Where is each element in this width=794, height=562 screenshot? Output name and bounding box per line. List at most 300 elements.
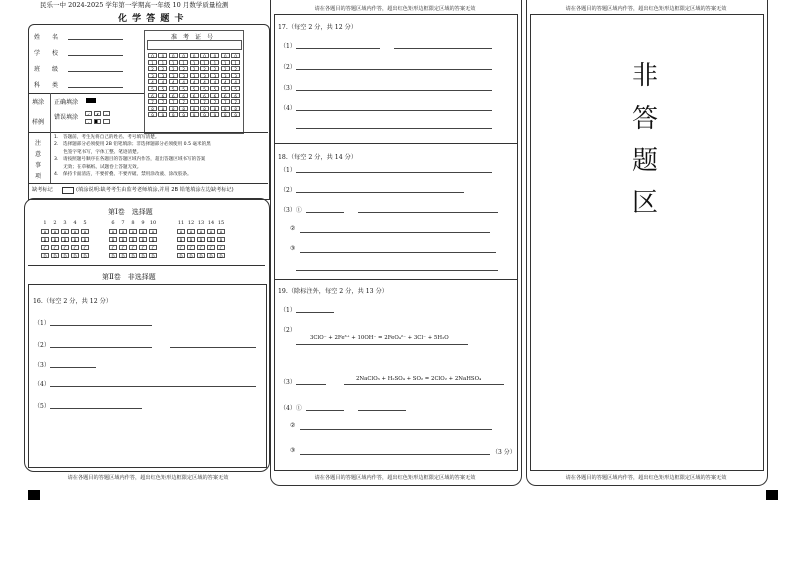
notice-middle-top: 请在各题目的答题区域内作答，超出红色矩形边框限定区域的答案无效	[314, 6, 476, 12]
q17-answer-3[interactable]	[296, 90, 492, 91]
mc-option-bubble[interactable]: C	[197, 245, 205, 250]
question-number: 11	[177, 220, 185, 227]
q16-item-2: （2）	[34, 342, 50, 349]
q18-answer-5b[interactable]	[296, 270, 498, 271]
mc-option-bubble[interactable]: D	[61, 253, 69, 258]
mc-option-bubble[interactable]: D	[149, 253, 157, 258]
middle-inner-box	[274, 14, 518, 471]
exam-digit-bubble[interactable]: 2	[200, 66, 209, 71]
exam-digit-bubble[interactable]: 0	[221, 53, 230, 58]
exam-digit-bubble[interactable]: 1	[231, 60, 240, 65]
exam-digit-bubble[interactable]: 8	[210, 106, 219, 111]
notes-label-4: 项	[35, 173, 42, 180]
wrong-sample-cross: ✗	[95, 112, 100, 117]
exam-digit-bubble[interactable]: 9	[231, 112, 240, 117]
q19-answer-2[interactable]	[296, 344, 468, 345]
mc-option-bubble[interactable]: C	[207, 245, 215, 250]
mc-option-bubble[interactable]: A	[149, 229, 157, 234]
mc-number-row	[176, 219, 226, 227]
exam-digit-bubble[interactable]: 5	[221, 86, 230, 91]
exam-digit-bubble[interactable]: 3	[210, 73, 219, 78]
notes-label-1: 注	[35, 140, 42, 147]
exam-digit-bubble[interactable]: 0	[148, 53, 157, 58]
exam-digit-bubble[interactable]: 5	[179, 86, 188, 91]
exam-digit-bubble[interactable]: 7	[200, 99, 209, 104]
mc-option-bubble[interactable]: D	[41, 253, 49, 258]
divider	[28, 93, 144, 94]
exam-digit-bubble[interactable]: 3	[169, 73, 178, 78]
exam-digit-bubble[interactable]: 1	[169, 60, 178, 65]
exam-digit-bubble[interactable]: 6	[210, 93, 219, 98]
mc-option-bubble[interactable]: B	[109, 237, 117, 242]
exam-digit-bubble[interactable]: 6	[231, 93, 240, 98]
exam-digit-bubble[interactable]: 3	[158, 73, 167, 78]
q18-answer-3a[interactable]	[306, 212, 344, 213]
q16-box	[28, 284, 267, 468]
mc-option-bubble[interactable]: A	[109, 229, 117, 234]
question-number: 9	[141, 220, 145, 227]
question-number: 12	[187, 220, 195, 227]
q18-item-3: （3）①	[280, 207, 302, 214]
q19-answer-4b[interactable]	[358, 410, 406, 411]
mc-option-row	[176, 227, 226, 235]
exam-digit-bubble[interactable]: 1	[200, 60, 209, 65]
exam-digit-bubble[interactable]: 4	[169, 79, 178, 84]
exam-digit-bubble[interactable]: 4	[210, 79, 219, 84]
note-item: 色签字笔书写，字体工整、笔迹清楚。	[54, 149, 142, 155]
exam-digit-bubble[interactable]: 0	[179, 53, 188, 58]
mc-option-bubble[interactable]: C	[217, 245, 225, 250]
notice-right-bottom: 请在各题目的答题区域内作答，超出红色矩形边框限定区域的答案无效	[565, 475, 727, 481]
q18-item-1: （1）	[280, 167, 296, 174]
mc-option-bubble[interactable]: D	[217, 253, 225, 258]
q18-item-4: ②	[290, 225, 296, 232]
question-number: 4	[73, 220, 77, 227]
q17-answer-2[interactable]	[296, 69, 492, 70]
q16-item-4: （4）	[34, 381, 50, 388]
mc-option-bubble[interactable]: A	[139, 229, 147, 234]
mc-option-bubble[interactable]: B	[139, 237, 147, 242]
exam-digit-bubble[interactable]: 5	[190, 86, 199, 91]
exam-digit-bubble[interactable]: 2	[148, 66, 157, 71]
mc-option-bubble[interactable]: D	[119, 253, 127, 258]
mc-option-bubble[interactable]: D	[207, 253, 215, 258]
mc-option-bubble[interactable]: C	[61, 245, 69, 250]
mc-option-bubble[interactable]: C	[51, 245, 59, 250]
category-field-label: 科 类	[34, 82, 59, 89]
divider	[274, 143, 518, 144]
mc-option-bubble[interactable]: C	[139, 245, 147, 250]
q16-answer-3[interactable]	[50, 367, 96, 368]
wrong-fill-samples	[84, 111, 111, 118]
exam-digit-bubble[interactable]: 5	[169, 86, 178, 91]
note-item: 1. 答题前，考生先将自己的姓名、考号填写清楚。	[54, 135, 160, 140]
exam-digit-bubble[interactable]: 2	[231, 66, 240, 71]
exam-digit-bubble[interactable]: 8	[179, 106, 188, 111]
mc-group	[176, 219, 226, 260]
fill-example-label: 填涂	[32, 99, 45, 106]
mc-option-bubble[interactable]: A	[71, 229, 79, 234]
mc-option-row	[108, 235, 158, 243]
mc-number-row	[108, 219, 158, 227]
q18-answer-2[interactable]	[296, 192, 464, 193]
exam-digit-bubble[interactable]: 0	[158, 53, 167, 58]
question-number: 14	[207, 220, 215, 227]
mc-option-bubble[interactable]: C	[41, 245, 49, 250]
exam-digit-bubble[interactable]: 8	[221, 106, 230, 111]
name-field-label: 姓 名	[34, 34, 59, 41]
mc-option-bubble[interactable]: A	[51, 229, 59, 234]
note-item: 3. 请按照题号顺序在各题目的答题区域内作答，超出答题区域书写的答案	[54, 157, 206, 163]
exam-digit-bubble[interactable]: 6	[190, 93, 199, 98]
category-field[interactable]	[68, 87, 123, 88]
exam-digit-bubble[interactable]: 6	[148, 93, 157, 98]
mc-option-bubble[interactable]: A	[217, 229, 225, 234]
mc-option-row	[40, 227, 90, 235]
mc-option-bubble[interactable]: A	[197, 229, 205, 234]
mc-option-bubble[interactable]: B	[207, 237, 215, 242]
wrong-sample-dot: ·	[85, 119, 92, 124]
mc-number-row	[40, 219, 90, 227]
non-answer-char-1: 非	[632, 61, 659, 91]
mc-option-bubble[interactable]: A	[81, 229, 89, 234]
mc-group	[40, 219, 90, 260]
mc-option-bubble[interactable]: D	[139, 253, 147, 258]
exam-digit-bubble[interactable]: 7	[210, 99, 219, 104]
mc-option-bubble[interactable]: B	[41, 237, 49, 242]
question-number: 15	[217, 220, 225, 227]
question-number: 6	[111, 220, 115, 227]
q19-item-5: ②	[290, 422, 296, 429]
exam-digit-bubble[interactable]: 6	[158, 93, 167, 98]
exam-digit-bubble[interactable]: 2	[221, 66, 230, 71]
exam-digit-bubble[interactable]: 4	[158, 79, 167, 84]
q19-equation-2: 2NaClO₃ + H₂SO₄ + SO₂ = 2ClO₂ + 2NaHSO₄	[356, 376, 482, 382]
mc-option-bubble[interactable]: B	[81, 237, 89, 242]
question-number: 13	[197, 220, 205, 227]
q19-item-3: （3）	[280, 379, 296, 386]
exam-digit-bubble[interactable]: 3	[221, 73, 230, 78]
exam-number-box	[144, 30, 244, 134]
mc-option-bubble[interactable]: A	[61, 229, 69, 234]
exam-digit-bubble[interactable]: 7	[148, 99, 157, 104]
class-field-label: 班 级	[34, 66, 59, 73]
q17-answer-1b[interactable]	[394, 48, 492, 49]
exam-digit-bubble[interactable]: 7	[169, 99, 178, 104]
exam-digit-bubble[interactable]: 8	[148, 106, 157, 111]
mc-option-row	[176, 252, 226, 260]
q18-answer-4[interactable]	[300, 232, 490, 233]
q17-answer-4b[interactable]	[296, 128, 492, 129]
mc-option-bubble[interactable]: B	[177, 237, 185, 242]
exam-digit-bubble[interactable]: 7	[179, 99, 188, 104]
fill-example-label-2: 样例	[32, 119, 45, 126]
notes-list	[54, 134, 211, 178]
wrong-sample-check: ✓	[86, 112, 91, 117]
exam-digit-bubble[interactable]: 9	[221, 112, 230, 117]
mc-group	[108, 219, 158, 260]
part2-title: 第Ⅱ卷 非选择题	[102, 273, 156, 281]
q19-item-1: （1）	[280, 307, 296, 314]
mc-option-row	[108, 227, 158, 235]
mc-option-bubble[interactable]: C	[109, 245, 117, 250]
wrong-fill-samples-2	[84, 119, 111, 126]
mc-option-bubble[interactable]: B	[217, 237, 225, 242]
q17-item-2: （2）	[280, 64, 296, 71]
exam-digit-bubble[interactable]: 1	[179, 60, 188, 65]
divider	[28, 132, 268, 133]
mc-option-row	[40, 235, 90, 243]
wrong-fill-label: 错误填涂	[54, 114, 79, 121]
mc-option-bubble[interactable]: C	[119, 245, 127, 250]
q17-item-3: （3）	[280, 85, 296, 92]
q16-answer-2a[interactable]	[50, 347, 152, 348]
class-field[interactable]	[68, 71, 123, 72]
exam-digit-bubble[interactable]: 4	[148, 79, 157, 84]
q19-answer-5[interactable]	[300, 429, 492, 430]
notes-label-col	[28, 132, 51, 183]
school-line: 民乐一中 2024-2025 学年第一学期高一年级 10 月数学质量检测	[40, 1, 229, 9]
absent-note: (填涂说明:缺考考生由监考老师填涂,并用 2B 铅笔填涂左边缺考标记)	[76, 187, 234, 193]
exam-digit-bubble[interactable]: 2	[190, 66, 199, 71]
mc-option-row	[176, 235, 226, 243]
q18-answer-3b[interactable]	[358, 212, 498, 213]
exam-digit-bubble[interactable]: 8	[190, 106, 199, 111]
mc-option-bubble[interactable]: D	[177, 253, 185, 258]
mc-option-bubble[interactable]: D	[129, 253, 137, 258]
exam-digit-bubble[interactable]: 9	[200, 112, 209, 117]
exam-digit-bubble[interactable]: 7	[190, 99, 199, 104]
mc-option-bubble[interactable]: D	[81, 253, 89, 258]
exam-digit-bubble[interactable]: 3	[190, 73, 199, 78]
exam-digit-bubble[interactable]: 6	[200, 93, 209, 98]
question-number: 1	[43, 220, 47, 227]
mc-option-bubble[interactable]: B	[129, 237, 137, 242]
exam-digit-bubble[interactable]: 5	[158, 86, 167, 91]
q19-answer-6[interactable]	[300, 454, 490, 455]
question-number: 3	[63, 220, 67, 227]
school-field-label: 学 校	[34, 50, 59, 57]
mc-option-bubble[interactable]: B	[187, 237, 195, 242]
exam-digit-bubble[interactable]: 8	[158, 106, 167, 111]
question-number: 7	[121, 220, 125, 227]
exam-digit-bubble[interactable]: 5	[200, 86, 209, 91]
non-answer-char-3: 题	[632, 146, 659, 176]
exam-digit-bubble[interactable]: 4	[231, 79, 240, 84]
mc-option-bubble[interactable]: B	[197, 237, 205, 242]
note-item: 2. 选择题部分必须使用 2B 铅笔填涂；非选择题部分必须使用 0.5 毫米的黑	[54, 142, 211, 148]
registration-mark-right	[766, 490, 778, 500]
exam-digit-bubble[interactable]: 7	[221, 99, 230, 104]
absent-checkbox[interactable]	[62, 187, 74, 194]
wrong-sample-dash: –	[103, 111, 110, 116]
wrong-sample-half	[94, 119, 101, 124]
exam-digit-bubble[interactable]: 8	[169, 106, 178, 111]
mc-option-bubble[interactable]: B	[71, 237, 79, 242]
q18-item-2: （2）	[280, 187, 296, 194]
question-number: 10	[149, 220, 157, 227]
school-field[interactable]	[68, 55, 123, 56]
q16-answer-1[interactable]	[50, 325, 152, 326]
mc-option-row	[108, 244, 158, 252]
mc-option-bubble[interactable]: A	[129, 229, 137, 234]
mc-option-bubble[interactable]: D	[71, 253, 79, 258]
q19-answer-4a[interactable]	[306, 410, 344, 411]
note-item: 无效；在草稿纸、试题卷上答题无效。	[54, 164, 142, 170]
mc-option-bubble[interactable]: D	[197, 253, 205, 258]
exam-digit-bubble[interactable]: 6	[221, 93, 230, 98]
mc-option-bubble[interactable]: C	[71, 245, 79, 250]
part1-title: 第Ⅰ卷 选择题	[108, 208, 153, 216]
exam-digit-bubble[interactable]: 9	[210, 112, 219, 117]
exam-digit-bubble[interactable]: 9	[148, 112, 157, 117]
fill-example-divider	[50, 93, 51, 132]
exam-digit-bubble[interactable]: 5	[210, 86, 219, 91]
exam-digit-bubble[interactable]: 3	[179, 73, 188, 78]
q19-title: 19.（除标注外，每空 2 分，共 13 分）	[278, 288, 388, 295]
registration-mark-left	[28, 490, 40, 500]
mc-option-bubble[interactable]: C	[177, 245, 185, 250]
exam-digit-bubble[interactable]: 0	[200, 53, 209, 58]
non-answer-char-2: 答	[632, 104, 659, 134]
exam-digit-bubble[interactable]: 0	[169, 53, 178, 58]
exam-digit-bubble[interactable]: 1	[190, 60, 199, 65]
exam-digit-column	[231, 53, 243, 119]
mc-option-bubble[interactable]: B	[61, 237, 69, 242]
exam-digit-bubble[interactable]: 9	[179, 112, 188, 117]
mc-option-bubble[interactable]: D	[51, 253, 59, 258]
notice-left: 请在各题目的答题区域内作答，超出红色矩形边框限定区域的答案无效	[67, 475, 229, 481]
card-title: 化 学 答 题 卡	[118, 14, 185, 24]
exam-digit-bubble[interactable]: 7	[158, 99, 167, 104]
mc-option-bubble[interactable]: A	[119, 229, 127, 234]
q16-item-5: （5）	[34, 403, 50, 410]
q16-item-3: （3）	[34, 362, 50, 369]
exam-digit-bubble[interactable]: 2	[210, 66, 219, 71]
exam-digit-bubble[interactable]: 8	[200, 106, 209, 111]
q17-title: 17.（每空 2 分，共 12 分）	[278, 24, 358, 31]
exam-digit-bubble[interactable]: 3	[148, 73, 157, 78]
mc-option-row	[108, 252, 158, 260]
mc-option-bubble[interactable]: A	[41, 229, 49, 234]
q19-answer-3b[interactable]	[344, 384, 504, 385]
exam-digit-bubble[interactable]: 6	[179, 93, 188, 98]
mc-option-row	[176, 244, 226, 252]
mc-option-bubble[interactable]: B	[51, 237, 59, 242]
q16-answer-2b[interactable]	[170, 347, 256, 348]
mc-option-bubble[interactable]: C	[81, 245, 89, 250]
q17-answer-4a[interactable]	[296, 110, 492, 111]
divider	[274, 279, 518, 280]
question-number: 8	[131, 220, 135, 227]
exam-digit-bubble[interactable]: 4	[221, 79, 230, 84]
name-field[interactable]	[68, 39, 123, 40]
q19-equation-1: 3ClO⁻ + 2Fe³⁺ + 10OH⁻ = 2FeO₄²⁻ + 3Cl⁻ + 5H₂O	[310, 335, 449, 341]
q19-item-4: （4）①	[280, 405, 302, 412]
mc-option-row	[40, 244, 90, 252]
notice-middle-bottom: 请在各题目的答题区域内作答，超出红色矩形边框限定区域的答案无效	[314, 475, 476, 481]
exam-digit-bubble[interactable]: 0	[190, 53, 199, 58]
q16-answer-5[interactable]	[50, 408, 142, 409]
non-answer-char-4: 区	[632, 188, 659, 218]
exam-digit-bubble[interactable]: 8	[231, 106, 240, 111]
exam-number-label: 准 考 证 号	[171, 34, 214, 41]
exam-digit-bubble[interactable]: 0	[231, 53, 240, 58]
q17-item-1: （1）	[280, 43, 296, 50]
q18-answer-5a[interactable]	[300, 252, 496, 253]
correct-fill-label: 正确填涂	[54, 99, 79, 106]
mc-option-bubble[interactable]: B	[149, 237, 157, 242]
divider	[28, 183, 268, 184]
exam-digit-bubble[interactable]: 4	[179, 79, 188, 84]
mc-option-bubble[interactable]: A	[207, 229, 215, 234]
exam-digit-bubble[interactable]: 1	[221, 60, 230, 65]
exam-digit-bubble[interactable]: 2	[179, 66, 188, 71]
mc-option-bubble[interactable]: D	[109, 253, 117, 258]
mc-option-row	[40, 252, 90, 260]
exam-digit-bubble[interactable]: 2	[158, 66, 167, 71]
exam-digit-bubble[interactable]: 9	[169, 112, 178, 117]
exam-digit-bubble[interactable]: 3	[200, 73, 209, 78]
mc-option-bubble[interactable]: A	[187, 229, 195, 234]
q17-answer-1a[interactable]	[296, 48, 380, 49]
exam-digit-bubble[interactable]: 9	[190, 112, 199, 117]
divider	[28, 265, 265, 266]
exam-digit-bubble[interactable]: 0	[210, 53, 219, 58]
exam-digit-bubble[interactable]: 2	[169, 66, 178, 71]
exam-digit-bubble[interactable]: 4	[190, 79, 199, 84]
exam-digit-bubble[interactable]: 1	[148, 60, 157, 65]
notes-label-2: 意	[35, 151, 42, 158]
mc-option-bubble[interactable]: D	[187, 253, 195, 258]
correct-fill-sample	[86, 98, 96, 103]
exam-digit-bubble[interactable]: 9	[158, 112, 167, 117]
question-number: 5	[83, 220, 87, 227]
q17-item-4: （4）	[280, 105, 296, 112]
exam-digit-bubble[interactable]: 4	[200, 79, 209, 84]
q18-title: 18.（每空 2 分，共 14 分）	[278, 154, 358, 161]
notice-right-top: 请在各题目的答题区域内作答，超出红色矩形边框限定区域的答案无效	[565, 6, 727, 12]
exam-digit-bubble[interactable]: 5	[148, 86, 157, 91]
question-number: 2	[53, 220, 57, 227]
exam-digit-bubble[interactable]: 1	[158, 60, 167, 65]
q19-item-6: ③	[290, 447, 296, 454]
q19-item-2: （2）	[280, 327, 296, 334]
mc-option-bubble[interactable]: C	[149, 245, 157, 250]
absent-label: 缺考标记	[32, 187, 53, 193]
q18-answer-1[interactable]	[296, 172, 492, 173]
notes-label-3: 事	[35, 162, 42, 169]
exam-digit-bubble[interactable]: 6	[169, 93, 178, 98]
wrong-sample-empty	[103, 119, 110, 124]
exam-number-write-row[interactable]	[147, 40, 242, 50]
exam-digit-bubble[interactable]: 7	[231, 99, 240, 104]
q16-title: 16.（每空 2 分，共 12 分）	[33, 298, 113, 305]
q18-item-5: ③	[290, 245, 296, 252]
q19-answer-1[interactable]	[296, 312, 334, 313]
exam-digit-bubble[interactable]: 5	[231, 86, 240, 91]
mc-option-bubble[interactable]: A	[177, 229, 185, 234]
exam-digit-bubble[interactable]: 1	[210, 60, 219, 65]
q19-answer-3[interactable]	[296, 384, 326, 385]
exam-digit-bubble[interactable]: 3	[231, 73, 240, 78]
mc-option-bubble[interactable]: C	[129, 245, 137, 250]
q16-item-1: （1）	[34, 320, 50, 327]
mc-option-bubble[interactable]: B	[119, 237, 127, 242]
note-item: 4. 保持卡面清洁，不要折叠、不要弄破、禁用涂改液、涂改胶条。	[54, 172, 192, 178]
mc-option-bubble[interactable]: C	[187, 245, 195, 250]
q16-answer-4[interactable]	[50, 386, 256, 387]
